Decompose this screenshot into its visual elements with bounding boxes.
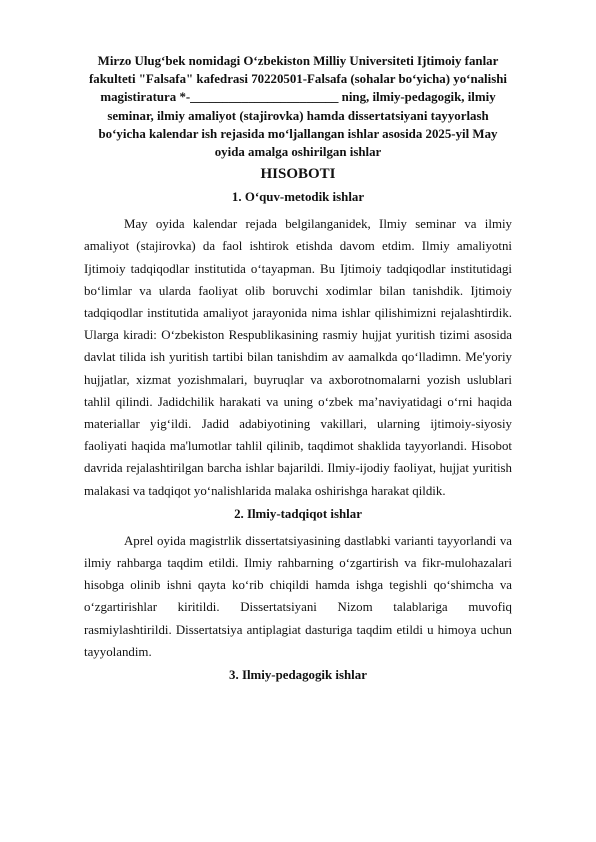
section-paragraph-1: May oyida kalendar rejada belgilanganidek, Ilmiy seminar va ilmiy amaliyot (stajirovka) da faol ishtirok etishda davom etdim. Ilmiy amaliyotni Ijtimoiy tadqiqodlar institutida o‘tayapman. Bu Ijtimoiy tadqiqodlar institutidagi bo‘limlar va ularda faoliyat olib boruvchi xodimlar bilan tanishdik. Ijtimoiy tadqiqodlar institutida amaliyot jarayonida nima ishlar qilishimizni rejalashtirdik. Ularga kiradi: O‘zbekiston Respublikasining rasmiy hujjat yuritish tizimi asosida davlat tilida ish yuritish tartibi bilan tanishdim av aamalkda qo‘lladimn. Me'yoriy hujjatlar, xizmat yozishmalari, buyruqlar va axborotnomalarni yozish uslublari tahlil qilindi. Jadidchilik harakati va uning o‘zbek ma’naviyatidagi o‘rni haqida materiallar yig‘ildi. Jadid adabiyotining vakillari, ularning ijtimoiy-siyosiy faoliyati haqida ma'lumotlar tahlil qilinib, taqdimot shaklida tayyorlandi. Hisobot davrida rejalashtirilgan barcha ishlar bajarildi. Ilmiy-ijodiy faoliyat, hujjat yuritish malakasi va tadqiqot yo‘nalishlarida malaka oshirishga harakat qildik. [84, 217, 512, 498]
document-page [84, 52, 512, 691]
section-title-1: 1. O‘quv-metodik ishlar [231, 190, 365, 205]
section-title-2: 2. Ilmiy-tadqiqot ishlar [234, 506, 362, 521]
section-title-3: 3. Ilmiy-pedagogik ishlar [229, 668, 367, 683]
section-paragraph-2: Aprel oyida magistrlik dissertatsiyasining dastlabki varianti tayyorlandi va ilmiy rahbarga taqdim etildi. Ilmiy rahbarning o‘zgartirish va fikr-mulohazalari hisobga olinib ishni qayta ko‘rib chiqildi hamda ishga tegishli qo‘shimcha va o‘zgartirishlar kiritildi. Dissertatsiyani Nizom talablariga muvofiq rasmiylashtirildi. Dissertatsiya antiplagiat dasturiga taqdim etildi u himoya uchun tayyolandim. [84, 533, 512, 659]
document-header: Mirzo Ulug‘bek nomidagi O‘zbekiston Milliy Universiteti Ijtimoiy fanlar fakulteti "Falsafa" kafedrasi 70220501-Falsafa (sohalar bo‘yicha) yo‘nalishi magistiratura *-_______________________ ning, ilmiy-pedagogik, ilmiy seminar, ilmiy amaliyot (stajirovka) hamda dissertatsiyani tayyorlash bo‘yicha kalendar ish rejasida mo‘ljallangan ishlar asosida 2025-yil May oyida amalga oshirilgan ishlar [89, 54, 507, 160]
report-title: HISOBOTI [260, 166, 336, 183]
